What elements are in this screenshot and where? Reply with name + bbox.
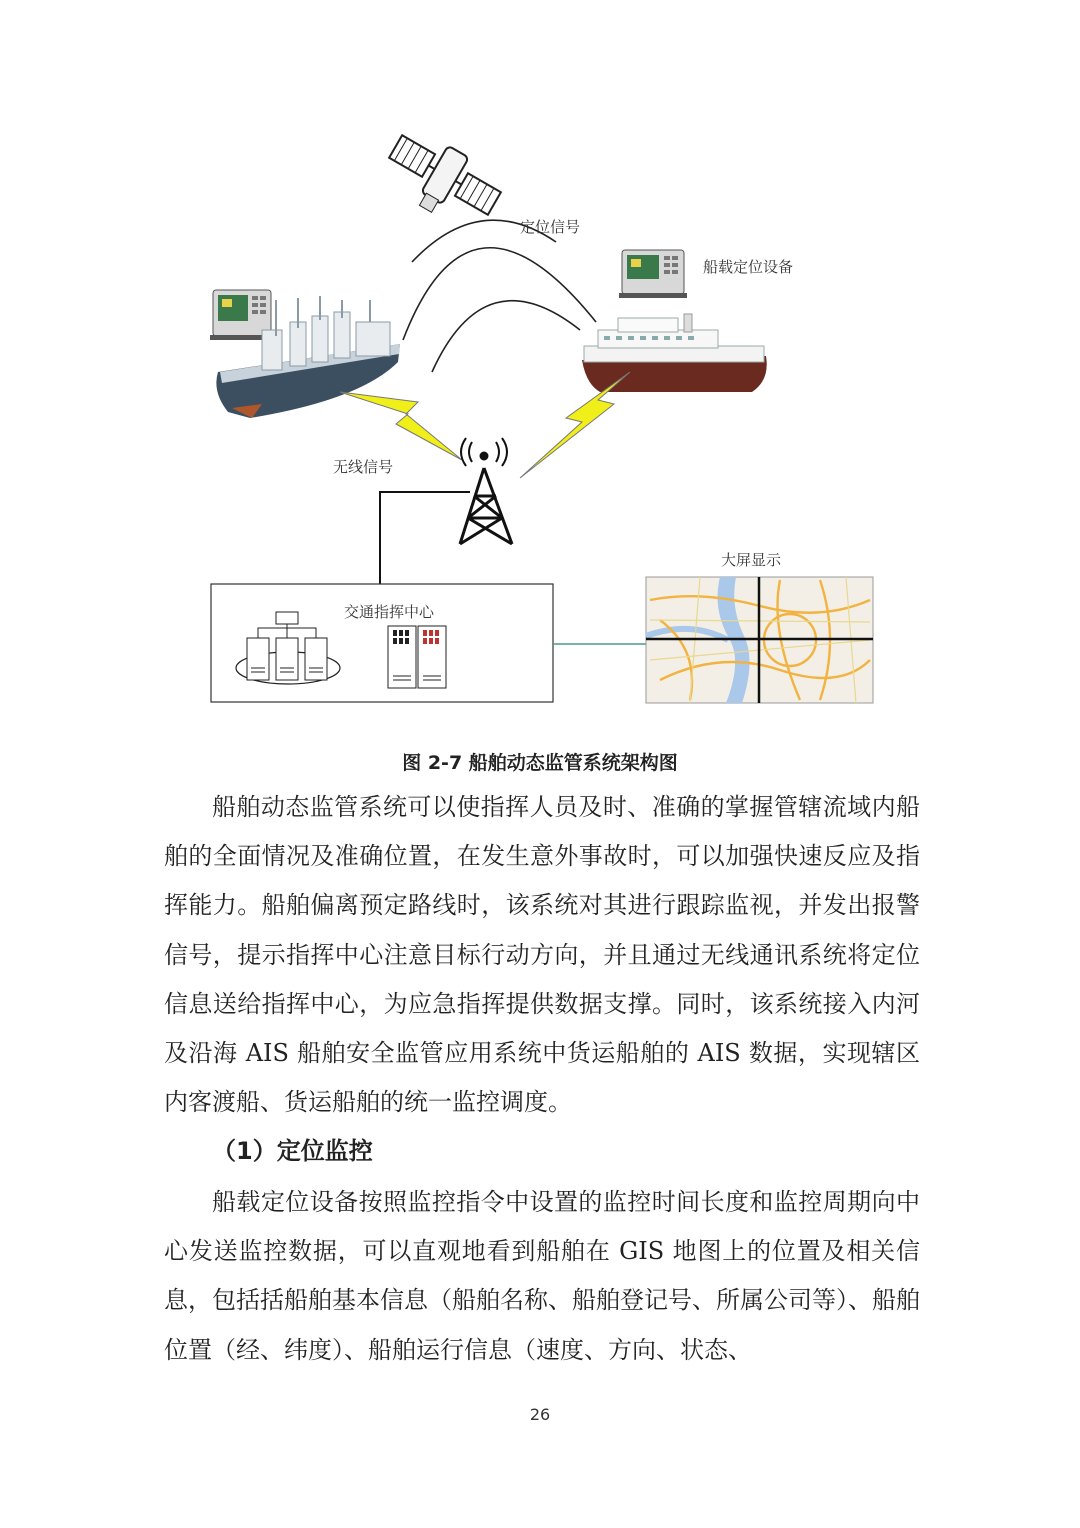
- tower-connector-line: [380, 492, 470, 584]
- monitor-right-icon: [619, 250, 687, 298]
- section-heading: （1）定位监控: [212, 1137, 373, 1165]
- passenger-ship-right-icon: [582, 314, 767, 392]
- big-screen-map: [646, 577, 873, 703]
- label-onboard-device: 船载定位设备: [703, 258, 794, 276]
- page-number: 26: [529, 1405, 551, 1424]
- label-command-center: 交通指挥中心: [344, 603, 435, 621]
- system-architecture-diagram: [0, 0, 1080, 740]
- body-paragraph-1: 船舶动态监管系统可以使指挥人员及时、准确的掌握管辖流域内船舶的全面情况及准确位置，在发生意外事故时，可以加强快速反应及指挥能力。船舶偏离预定路线时，该系统对其进行跟踪监视，并发出报警信号，提示指挥中心注意目标行动方向，并且通过无线通讯系统将定位信息送给指挥中心，为应急指挥提供数据支撑。同时，该系统接入内河及沿海 AIS 船舶安全监管应用系统中货运船舶的 AIS 数据，实现辖区内客渡船、货运船舶的统一监控调度。: [164, 793, 920, 1117]
- label-positioning-signal: 定位信号: [520, 218, 581, 236]
- positioning-signal-arcs: [403, 220, 596, 372]
- label-big-screen: 大屏显示: [721, 551, 782, 569]
- label-wireless-signal: 无线信号: [333, 458, 394, 476]
- figure-caption: 图 2-7 船舶动态监管系统架构图: [402, 752, 678, 774]
- body-paragraph-2: 船载定位设备按照监控指令中设置的监控时间长度和监控周期向中心发送监控数据，可以直观地看到船舶在 GIS 地图上的位置及相关信息，包括括船舶基本信息（船舶名称、船舶登记号、所属公司等）、船舶位置（经、纬度）、船舶运行信息（速度、方向、状态、: [164, 1188, 920, 1364]
- wireless-signal-left-bolt: [340, 392, 462, 460]
